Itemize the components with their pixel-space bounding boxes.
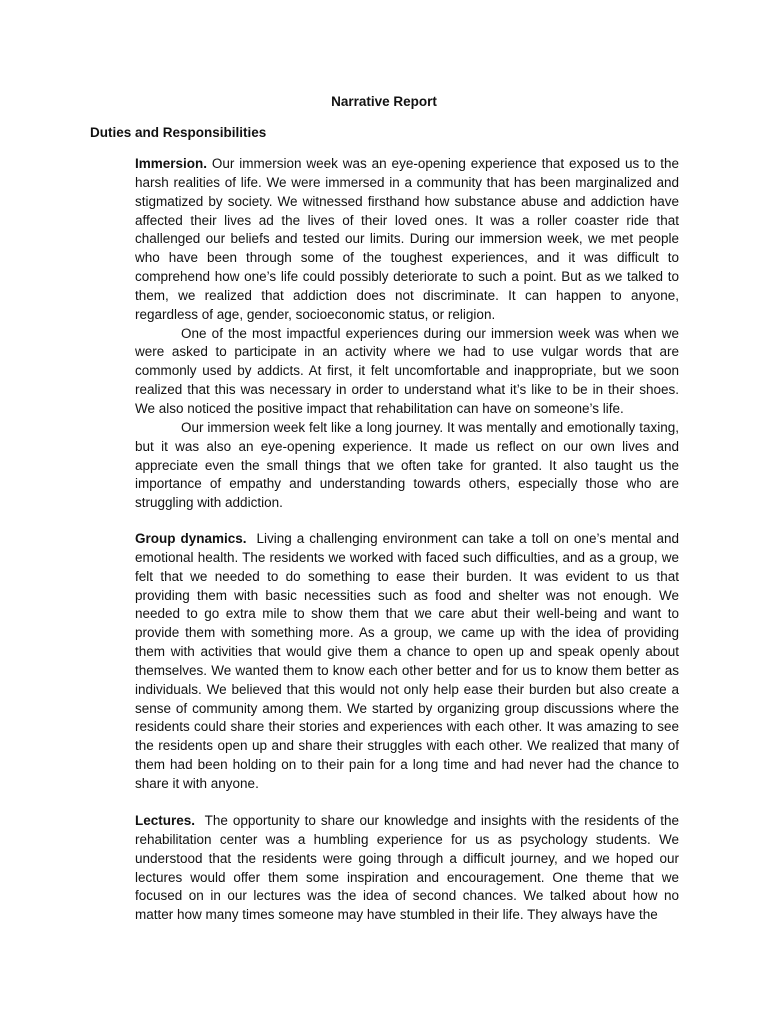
group-dynamics-lead: Group dynamics. <box>135 531 247 546</box>
lectures-lead: Lectures. <box>135 813 196 828</box>
lectures-paragraph-1-text: The opportunity to share our knowledge and insights with the residents of the rehabilitation center was a humbling experience for us as psychology students. We understood that the residents were going through a difficult journey, and we hoped our lectures would offer them some inspiration and encouragement. One theme that we focused on in our lectures was the idea of second chances. We talked about how no matter how many times someone may have stumbled in their life. They always have the <box>135 813 679 923</box>
immersion-paragraph-2: One of the most impactful experiences during our immersion week was when we were asked to participate in an activity where we had to use vulgar words that are commonly used by addicts. At first, it felt uncomfortable and inappropriate, but we soon realized that this was necessary in order to understand what it’s like to be in their shoes. We also noticed the positive impact that rehabilitation can have on someone’s life. <box>135 325 679 416</box>
group-dynamics-section <box>135 530 679 794</box>
group-dynamics-paragraph-1-text: Living a challenging environment can take a toll on one’s mental and emotional health. The residents we worked with faced such difficulties, and as a group, we felt that we needed to do something to ease their burden. It was evident to us that providing them with basic necessities such as food and shelter was not enough. We needed to go extra mile to show them that we care abut their well-being and want to provide them with something more. As a group, we came up with the idea of providing them with activities that would give them a chance to open up and speak openly about themselves. We wanted them to know each other better and for us to know them better as individuals. We believed that this would not only help ease their burden but also create a sense of community among them. We started by organizing group discussions where the residents could share their stories and experiences with each other. It was amazing to see the residents open up and share their struggles with each other. We realized that many of them had been holding on to their pain for a long time and had never had the chance to share it with anyone. <box>135 531 679 791</box>
document-title: Narrative Report <box>331 94 437 109</box>
section-heading: Duties and Responsibilities <box>90 125 267 140</box>
lectures-section <box>135 812 679 925</box>
lectures-paragraph-1 <box>135 812 679 925</box>
immersion-paragraph-1 <box>135 155 679 325</box>
immersion-paragraph-3: Our immersion week felt like a long journey. It was mentally and emotionally taxing, but it was also an eye-opening experience. It made us reflect on our own lives and appreciate even the small things that we often take for granted. It also taught us the importance of empathy and understanding towards others, especially those who are struggling with addiction. <box>135 419 679 511</box>
immersion-paragraph-1-text: Our immersion week was an eye-opening experience that exposed us to the harsh realities of life. We were immersed in a community that has been marginalized and stigmatized by society. We witnessed firsthand how substance abuse and addiction have affected their lives ad the lives of their loved ones. It was a roller coaster ride that challenged our beliefs and tested our limits. During our immersion week, we met people who have been through some of the toughest experiences, and it was difficult to comprehend how one’s life could possibly deteriorate to such a point. But as we talked to them, we realized that addiction does not discriminate. It can happen to anyone, regardless of age, gender, socioeconomic status, or religion. <box>135 156 679 322</box>
group-dynamics-paragraph-1 <box>135 530 679 794</box>
immersion-lead: Immersion. <box>135 156 208 171</box>
immersion-section <box>135 155 679 513</box>
